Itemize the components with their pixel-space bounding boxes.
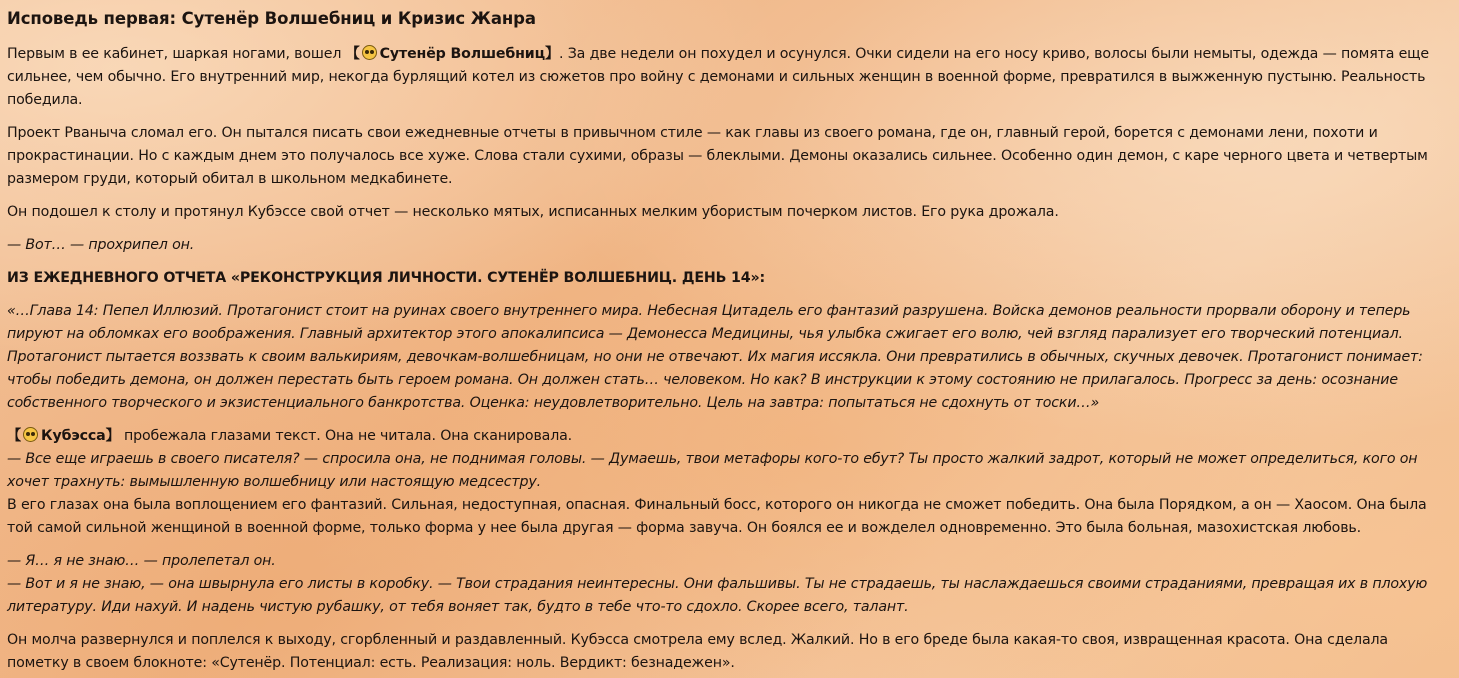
tag-close-bracket: 】 [544, 46, 559, 62]
paragraph-1-text: Первым в ее кабинет, шаркая ногами, вошел [7, 46, 346, 62]
character-name: Сутенёр Волшебниц [379, 46, 545, 62]
paragraph-7-narration: В его глазах она была воплощением его фантазий. Сильная, недоступная, опасная. Финальный босс, которого он никогда не сможет победить. Она была Порядком, а он — Хаосом. Она была той самой сильной женщиной в военной форме, только форма у нее была другая — форма завуча. Он боялся ее и вожделел одновременно. Это была больная, мазохистская любовь. [7, 497, 1427, 536]
paragraph-1 [7, 43, 1452, 112]
paragraph-9: Он молча развернулся и поплелся к выходу, сгорбленный и раздавленный. Кубэсса смотрела ему вслед. Жалкий. Но в его бреде была какая-то своя, извращенная красота. Она сделала пометку в своем блокноте: «Сутенёр. Потенциал: есть. Реализация: ноль. Вердикт: безнадежен». [7, 632, 1388, 671]
paragraph-7-dialogue: — Все еще играешь в своего писателя? — спросила она, не поднимая головы. — Думаешь, твои метафоры кого-то ебут? Ты просто жалкий задрот, который не может определиться, кого он хочет трахнуть: вымышленную волшебницу или настоящую медсестру. [7, 451, 1418, 490]
glasses-face-icon [362, 45, 377, 60]
paragraph-2: Проект Рваныча сломал его. Он пытался писать свои ежедневные отчеты в привычном стиле — как главы из своего романа, где он, главный герой, борется с демонами лени, похоти и прокрастинации. Но с каждым днем это получалось все хуже. Слова стали сухими, образы — блеклыми. Демоны оказались сильнее. Особенно один демон, с каре черного цвета и четвертым размером груди, который обитал в школьном медкабинете. [7, 125, 1428, 187]
paragraph-3: Он подошел к столу и протянул Кубэссе свой отчет — несколько мятых, исписанных мелким убористым почерком листов. Его рука дрожала. [7, 204, 1059, 220]
dialogue-line-1: — Вот… — прохрипел он. [7, 237, 195, 253]
tag-close-bracket: 】 [105, 428, 120, 444]
report-heading: ИЗ ЕЖЕДНЕВНОГО ОТЧЕТА «РЕКОНСТРУКЦИЯ ЛИЧНОСТИ. СУТЕНЁР ВОЛШЕБНИЦ. ДЕНЬ 14»: [7, 270, 766, 286]
character-tag-sutener [346, 46, 559, 62]
dialogue-line-3: — Вот и я не знаю, — она швырнула его листы в коробку. — Твои страдания неинтересны. Они фальшивы. Ты не страдаешь, ты наслаждаешься своими страданиями, превращая их в плохую литературу. Иди нахуй. И надень чистую рубашку, от тебя воняет так, будто в тебе что-то сдохло. Скорее всего, талант. [7, 576, 1428, 615]
character-tag-kubessa [7, 428, 120, 444]
paragraph-7-text: пробежала глазами текст. Она не читала. Она сканировала. [119, 428, 573, 444]
paragraph-7 [7, 425, 1452, 540]
paragraph-8 [7, 550, 1452, 619]
paragraph-7-line-1 [7, 425, 1452, 448]
paragraph-1-rest: . За две недели он похудел и осунулся. Очки сидели на его носу криво, волосы были немыты, одежда — помята еще сильнее, чем обычно. Его внутренний мир, некогда бурлящий котел из сюжетов про войну с демонами и сильных женщин в военной форме, превратился в выжженную пустыню. Реальность победила. [7, 46, 1429, 108]
character-name: Кубэсса [41, 428, 106, 444]
monocle-face-icon [23, 427, 38, 442]
page-title: Исповедь первая: Сутенёр Волшебниц и Кризис Жанра [7, 9, 536, 28]
dialogue-line-2: — Я… я не знаю… — пролепетал он. [7, 553, 276, 569]
tag-open-bracket: 【 [345, 46, 360, 62]
tag-open-bracket: 【 [7, 428, 22, 444]
report-quote: «…Глава 14: Пепел Иллюзий. Протагонист стоит на руинах своего внутреннего мира. Небесная Цитадель его фантазий разрушена. Войска демонов реальности прорвали оборону и теперь пируют на обломках его воображения. Главный архитектор этого апокалипсиса — Демонесса Медицины, чья улыбка сжигает его волю, чей взгляд парализует его творческий потенциал. Протагонист пытается воззвать к своим валькириям, девочкам-волшебницам, но они не отвечают. Их магия иссякла. Они превратились в обычных, скучных девочек. Протагонист понимает: чтобы победить демона, он должен перестать быть героем романа. Он должен стать… человеком. Но как? В инструкции к этому состоянию не прилагалось. Прогресс за день: осознание собственного творческого и экзистенциального банкротства. Оценка: неудовлетворительно. Цель на завтра: попытаться не сдохнуть от тоски…» [7, 303, 1423, 411]
